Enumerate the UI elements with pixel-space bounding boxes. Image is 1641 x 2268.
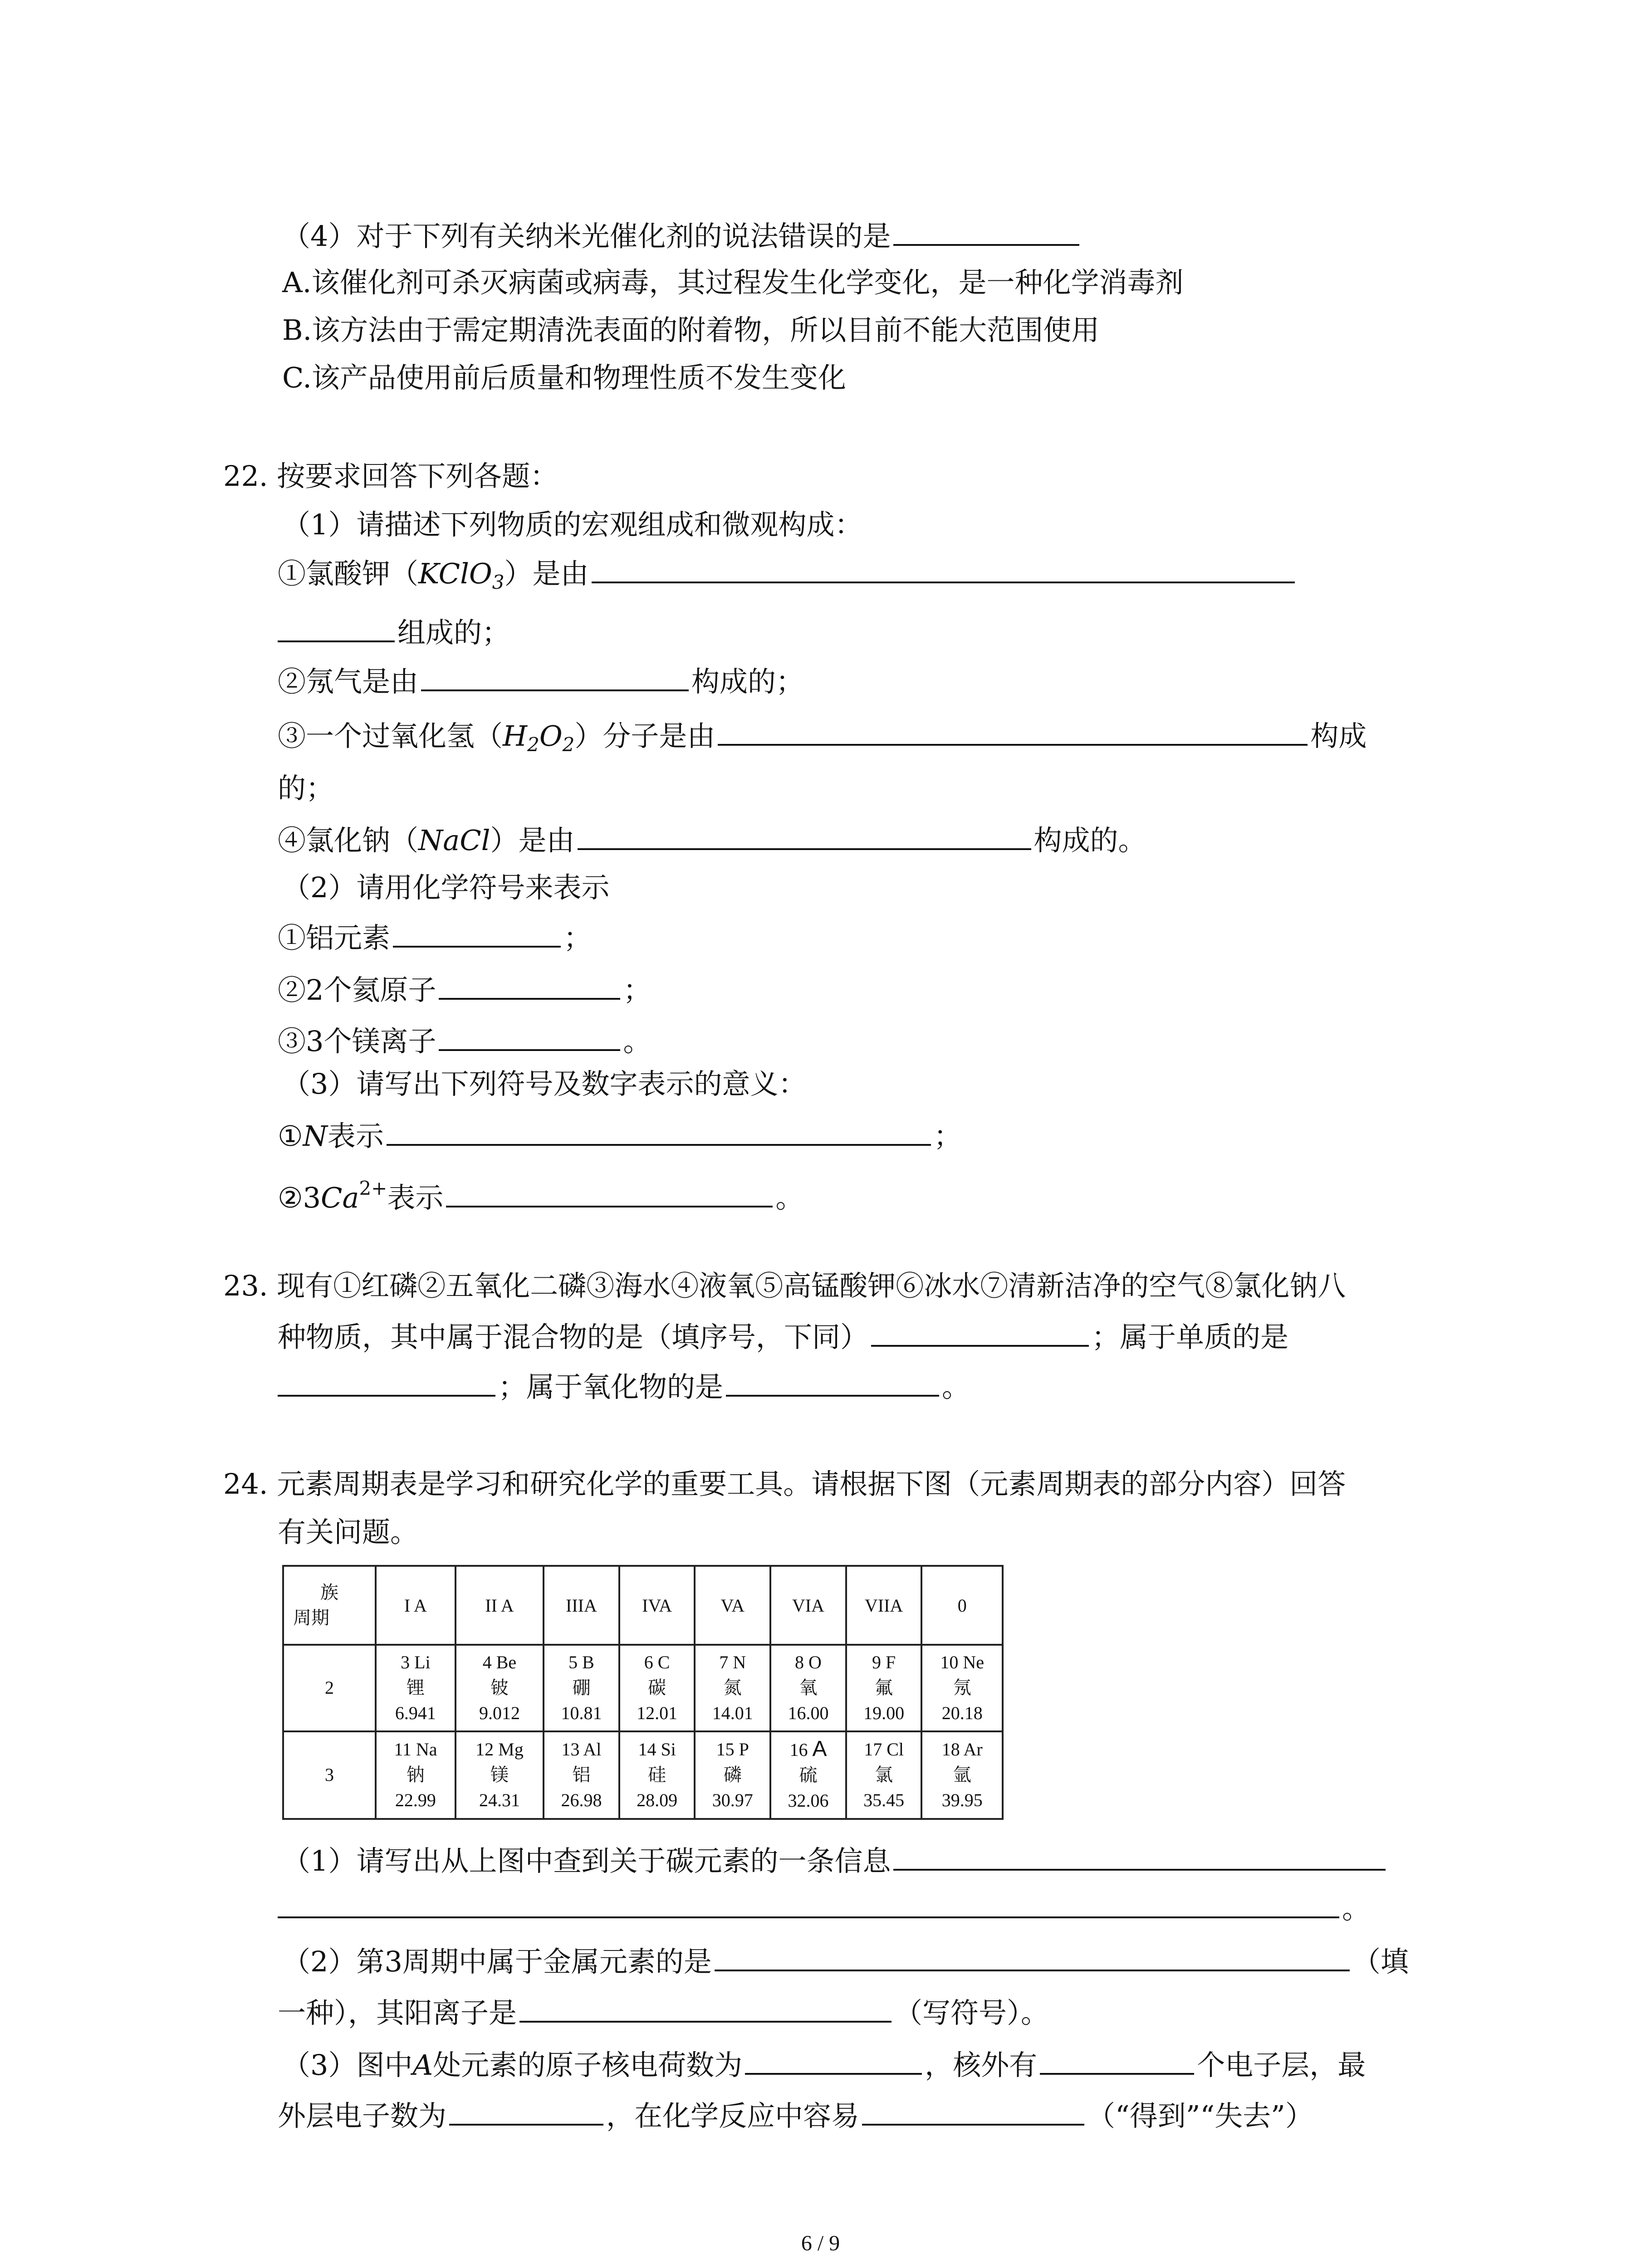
element-cell-si (619, 1731, 695, 1819)
q24-part3-tail: （“得到”“失去”） (1087, 2099, 1313, 2132)
element-name: 氩 (953, 1765, 971, 1785)
element-name: 锂 (406, 1677, 425, 1698)
element-name: 氯 (875, 1765, 893, 1785)
answer-blank[interactable] (718, 717, 1308, 746)
q24-part1 (282, 1842, 1388, 1879)
answer-blank[interactable] (893, 217, 1079, 246)
unknown-element-mark: A (812, 1737, 827, 1761)
element-number-symbol: 17 Cl (864, 1739, 904, 1760)
answer-blank[interactable] (393, 919, 561, 948)
answer-blank[interactable] (715, 1942, 1350, 1971)
element-mass: 24.31 (479, 1790, 520, 1811)
answer-blank[interactable] (745, 2046, 922, 2075)
q22-item1-cont (278, 613, 510, 651)
element-cell-p (695, 1731, 770, 1819)
q23-line3 (278, 1368, 970, 1405)
q22-item4-prefix: ④氯化钠（ (278, 824, 419, 857)
q24-part2-text: （2）第3周期中属于金属元素的是 (282, 1945, 712, 1978)
group-header: VIA (770, 1566, 846, 1645)
element-mass: 20.18 (941, 1703, 983, 1724)
element-name: 硅 (648, 1765, 666, 1785)
answer-blank[interactable] (278, 613, 395, 642)
element-mass: 28.09 (637, 1790, 678, 1811)
element-number-symbol: 18 Ar (941, 1739, 983, 1760)
element-name: 氮 (723, 1677, 742, 1698)
period-row-2 (283, 1645, 1003, 1731)
group-header: 0 (921, 1566, 1003, 1645)
q22-item2-prefix: ②氖气是由 (278, 665, 419, 698)
element-number-symbol: 4 Be (482, 1652, 517, 1673)
element-cell-n (695, 1645, 770, 1731)
element-cell-c (619, 1645, 695, 1731)
q23-line2-text: 种物质，其中属于混合物的是（填序号，下同） (278, 1320, 869, 1354)
q24-part3-text: 处元素的原子核电荷数为 (433, 2048, 743, 2082)
q23-line2-tail: ；属于单质的是 (1092, 1320, 1289, 1354)
element-mass: 6.941 (395, 1703, 436, 1724)
q24-part2 (282, 1942, 1409, 1980)
q23-line2 (278, 1318, 1288, 1355)
element-name: 铍 (490, 1677, 509, 1698)
punct: ； (623, 973, 652, 1007)
element-name: 氟 (875, 1677, 893, 1698)
q22-symbol2 (278, 971, 651, 1008)
q22-item1-prefix: ①氯酸钾（ (278, 557, 419, 590)
group-header: II A (456, 1566, 544, 1645)
punct: 。 (942, 1370, 970, 1403)
q22-item3-cont: 的； (278, 772, 334, 805)
corner-period-label: 周期 (293, 1608, 329, 1628)
element-cell-li (376, 1645, 456, 1731)
q24-part3-text: 个电子层，最 (1197, 2048, 1366, 2082)
periodic-table-corner (283, 1566, 376, 1645)
q22-item3-mid: ）分子是由 (574, 719, 715, 753)
element-cell-be (456, 1645, 544, 1731)
q24-part2-tail: （填 (1352, 1945, 1409, 1978)
q22-item3 (278, 717, 1367, 763)
element-name: 硼 (572, 1677, 591, 1698)
element-cell-cl (846, 1731, 922, 1819)
element-number: 16 (789, 1740, 808, 1760)
q22-title: 22. 按要求回答下列各题： (223, 459, 558, 493)
answer-blank[interactable] (421, 662, 689, 691)
element-number-symbol: 11 Na (394, 1739, 437, 1760)
q24-part1-text: （1）请写出从上图中查到关于碳元素的一条信息 (282, 1844, 891, 1877)
answer-blank[interactable] (726, 1368, 939, 1397)
q22-item3-suffix: 构成 (1310, 719, 1367, 753)
element-name: 碳 (648, 1677, 666, 1698)
answer-blank[interactable] (278, 1368, 495, 1397)
periodic-table-header-row (283, 1566, 1003, 1645)
q22-symbol3-label: ③3个镁离子 (278, 1025, 436, 1058)
element-cell-mg (456, 1731, 544, 1819)
q23-line3-text: ；属于氧化物的是 (498, 1370, 724, 1403)
element-name: 钠 (406, 1765, 425, 1785)
punct: ； (563, 921, 592, 954)
q24-part1-cont (278, 1889, 1370, 1927)
element-number-symbol: 8 O (795, 1652, 822, 1673)
q22-meaning2-suffix: 表示 (387, 1181, 444, 1214)
element-name: 铝 (572, 1765, 591, 1785)
element-cell-a-unknown (770, 1731, 846, 1819)
q22-item2 (278, 662, 804, 700)
answer-blank[interactable] (592, 554, 1295, 583)
element-number-symbol: 14 Si (638, 1739, 676, 1760)
element-mass: 39.95 (941, 1790, 983, 1811)
q22-symbol1 (278, 919, 592, 956)
q24-line1: 24. 元素周期表是学习和研究化学的重要工具。请根据下图（元素周期表的部分内容）回答 (223, 1467, 1346, 1501)
formula-subscript: 2 (562, 733, 575, 756)
element-cell-na (376, 1731, 456, 1819)
element-mass: 35.45 (863, 1790, 905, 1811)
formula-o: O (539, 719, 563, 753)
q24-part3-text: （3）图中 (282, 2048, 413, 2082)
element-mass: 9.012 (479, 1703, 520, 1724)
formula-nacl: NaCl (418, 824, 490, 857)
answer-blank[interactable] (862, 2097, 1084, 2126)
symbol-ca: Ca (321, 1181, 359, 1214)
period-label: 2 (283, 1645, 376, 1731)
q22-meaning1-suffix: 表示 (327, 1119, 384, 1153)
element-name: 氖 (953, 1677, 971, 1698)
q22-item1 (278, 554, 1298, 601)
element-name: 硫 (799, 1765, 818, 1786)
element-mass: 12.01 (637, 1703, 678, 1724)
element-cell-f (846, 1645, 922, 1731)
q22-item4 (278, 821, 1146, 859)
q22-part3: （3）请写出下列符号及数字表示的意义： (282, 1067, 807, 1100)
answer-blank[interactable] (446, 1178, 773, 1207)
q22-symbol1-label: ①铝元素 (278, 921, 391, 954)
q24-part3-cont (278, 2097, 1313, 2134)
answer-blank[interactable] (439, 1022, 620, 1051)
formula-subscript: 2 (527, 733, 539, 756)
ion-charge: 2+ (359, 1177, 387, 1199)
punct: 。 (623, 1025, 652, 1058)
q22-item3-prefix: ③一个过氧化氢（ (278, 719, 503, 753)
q22-item4-suffix: ）是由 (490, 824, 575, 857)
q24-part2-cont (278, 1994, 1049, 2031)
page-number: 6 / 9 (801, 2231, 840, 2255)
symbol-n: N (303, 1119, 328, 1153)
group-header: I A (376, 1566, 456, 1645)
q22-meaning2 (278, 1170, 803, 1216)
element-cell-al (544, 1731, 619, 1819)
corner-group-label: 族 (320, 1582, 338, 1603)
q21-4-option-a: A.该催化剂可杀灭病菌或病毒，其过程发生化学变化，是一种化学消毒剂 (282, 266, 1184, 299)
element-number-symbol (771, 1736, 845, 1763)
element-mass: 10.81 (561, 1703, 602, 1724)
answer-blank[interactable] (439, 971, 620, 1000)
q22-part1: （1）请描述下列物质的宏观组成和微观构成： (282, 508, 863, 541)
element-number-symbol: 13 Al (561, 1739, 602, 1760)
punct: ； (933, 1119, 962, 1153)
q22-meaning1-prefix: ① (278, 1119, 303, 1153)
q22-meaning2-prefix: ②3 (278, 1181, 321, 1214)
formula-subscript: 3 (492, 571, 505, 593)
q21-4-option-c: C.该产品使用前后质量和物理性质不发生变化 (282, 361, 846, 394)
group-header: VIIA (846, 1566, 922, 1645)
q24-part2-end: （写符号）。 (894, 1996, 1049, 2029)
answer-blank[interactable] (519, 1994, 892, 2023)
q24-line2: 有关问题。 (278, 1515, 419, 1549)
q24-part2-cont-text: 一种），其阳离子是 (278, 1996, 517, 2029)
element-number-symbol: 10 Ne (940, 1652, 985, 1673)
q22-item1-suffix: ）是由 (504, 557, 589, 590)
answer-blank[interactable] (578, 821, 1031, 850)
q21-4-stem (282, 217, 1082, 254)
answer-blank[interactable] (1040, 2046, 1194, 2075)
formula-kclo3: KClO (418, 557, 492, 590)
period-label: 3 (283, 1731, 376, 1819)
element-mass: 30.97 (712, 1790, 753, 1811)
element-number-symbol: 3 Li (401, 1652, 431, 1673)
q22-part2: （2）请用化学符号来表示 (282, 871, 610, 904)
element-cell-ne (921, 1645, 1003, 1731)
element-number-symbol: 15 P (716, 1739, 749, 1760)
q22-item1-cont-text: 组成的； (397, 616, 510, 649)
element-cell-o (770, 1645, 846, 1731)
element-number-symbol: 6 C (644, 1652, 670, 1673)
q22-meaning1 (278, 1117, 962, 1154)
group-header: IVA (619, 1566, 695, 1645)
answer-blank[interactable] (387, 1117, 931, 1146)
element-number-symbol: 9 F (872, 1652, 896, 1673)
element-number-symbol: 5 B (568, 1652, 594, 1673)
element-number-symbol: 7 N (719, 1652, 746, 1673)
element-mass: 32.06 (788, 1790, 829, 1811)
q22-item2-suffix: 构成的； (691, 665, 804, 698)
element-cell-ar (921, 1731, 1003, 1819)
element-name: 镁 (490, 1765, 509, 1785)
q24-part3-text: 外层电子数为 (278, 2099, 447, 2132)
element-mass: 22.99 (395, 1790, 436, 1811)
q22-item4-end: 构成的。 (1034, 824, 1146, 857)
formula-h: H (503, 719, 528, 753)
element-mass: 26.98 (561, 1790, 602, 1811)
element-name: 磷 (723, 1765, 742, 1785)
q24-part3 (282, 2046, 1366, 2083)
answer-blank[interactable] (871, 1318, 1089, 1347)
answer-blank[interactable] (278, 1889, 1339, 1918)
q24-part3-text: ，在化学反应中容易 (606, 2099, 860, 2132)
period-row-3 (283, 1731, 1003, 1819)
element-mass: 14.01 (712, 1703, 753, 1724)
answer-blank[interactable] (893, 1842, 1386, 1871)
element-mass: 19.00 (863, 1703, 905, 1724)
answer-blank[interactable] (449, 2097, 603, 2126)
punct: 。 (775, 1181, 804, 1214)
q21-4-option-b: B.该方法由于需定期清洗表面的附着物，所以目前不能大范围使用 (282, 313, 1100, 347)
q21-4-stem-text: （4）对于下列有关纳米光催化剂的说法错误的是 (282, 220, 891, 253)
symbol-a: A (412, 2048, 433, 2082)
q23-line1: 23. 现有①红磷②五氧化二磷③海水④液氧⑤高锰酸钾⑥冰水⑦清新洁净的空气⑧氯化钠八 (223, 1269, 1346, 1302)
group-header: VA (695, 1566, 770, 1645)
element-cell-b (544, 1645, 619, 1731)
element-mass: 16.00 (788, 1703, 829, 1724)
periodic-table (282, 1565, 1004, 1820)
q22-symbol3 (278, 1022, 651, 1060)
q24-part3-text: ，核外有 (925, 2048, 1038, 2082)
element-number-symbol: 12 Mg (475, 1739, 524, 1760)
element-name: 氧 (799, 1677, 818, 1698)
group-header: IIIA (544, 1566, 619, 1645)
punct: 。 (1342, 1892, 1371, 1925)
q22-symbol2-label: ②2个氦原子 (278, 973, 436, 1007)
